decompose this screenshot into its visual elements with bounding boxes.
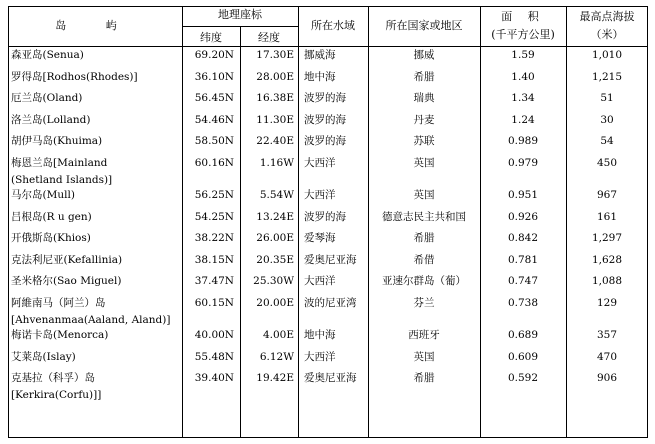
country-name: 英国 [413, 157, 435, 169]
country-name: 希腊 [413, 372, 435, 385]
country-name: 英国 [413, 350, 435, 363]
longitude: 26.00E [256, 232, 294, 245]
country-name: 亚速尔群岛（葡） [382, 275, 466, 288]
country-name: 挪威 [413, 49, 435, 61]
peak-elevation: 1,010 [591, 49, 623, 61]
sea-name: 波罗的海 [304, 113, 346, 126]
peak-elevation: 30 [600, 113, 614, 126]
peak-elevation: 967 [596, 189, 618, 201]
island-name: 梅恩兰岛[Mainland [11, 157, 108, 169]
peak-elevation: 906 [596, 372, 618, 385]
sea-name: 大西洋 [304, 189, 336, 201]
longitude: 22.40E [256, 135, 294, 148]
longitude: 13.24E [256, 210, 294, 223]
island-name: 洛兰岛(Lolland) [11, 113, 91, 126]
peak-elevation: 51 [600, 92, 614, 105]
longitude: 6.12W [259, 350, 294, 363]
longitude: 1.16W [259, 157, 294, 169]
area-value: 1.59 [511, 49, 535, 61]
header-area-line2: (千平方公里) [491, 28, 555, 41]
latitude: 54.46N [194, 113, 234, 126]
area-value: 1.40 [511, 70, 535, 83]
peak-elevation: 129 [596, 297, 618, 309]
area-value: 0.781 [507, 253, 539, 266]
column-divider [298, 6, 299, 438]
latitude: 39.40N [194, 372, 234, 385]
header-country: 所在国家或地区 [385, 19, 463, 32]
latitude: 60.16N [194, 157, 234, 169]
area-value: 0.738 [507, 297, 539, 309]
island-name: 罗得岛[Rodhos(Rhodes)] [11, 70, 138, 83]
sea-name: 挪威海 [304, 49, 336, 61]
latitude: 54.25N [194, 210, 234, 223]
peak-elevation: 1,628 [591, 253, 623, 266]
sea-name: 波的尼亚湾 [304, 297, 357, 309]
island-name: 圣米格尔(Sao Miguel) [11, 275, 122, 288]
country-name: 丹麦 [413, 113, 435, 126]
island-name: 开俄斯岛(Khios) [11, 232, 91, 245]
island-name: 克基拉（科孚）岛 [11, 372, 95, 385]
longitude: 4.00E [262, 329, 294, 341]
peak-elevation: 450 [596, 157, 618, 169]
latitude: 56.25N [194, 189, 234, 201]
island-name-continued: (Shetland Islands)] [11, 174, 113, 186]
country-name: 西班牙 [408, 329, 440, 341]
sea-name: 地中海 [304, 70, 336, 83]
header-bottom-border [8, 46, 648, 47]
longitude: 16.38E [256, 92, 294, 105]
country-name: 希腊 [413, 70, 435, 83]
country-name: 希借 [413, 253, 435, 266]
longitude: 20.35E [256, 253, 294, 266]
longitude: 19.42E [256, 372, 294, 385]
header-peak-line2: （米） [590, 28, 624, 41]
peak-elevation: 357 [596, 329, 618, 341]
latitude: 56.45N [194, 92, 234, 105]
country-name: 瑞典 [413, 92, 435, 105]
island-name: 森亚岛(Senua) [11, 49, 84, 61]
latitude: 38.22N [194, 232, 234, 245]
island-name: 吕根岛(R u gen) [11, 210, 92, 223]
area-value: 0.747 [507, 275, 539, 288]
sea-name: 大西洋 [304, 275, 336, 288]
header-sea: 所在水域 [311, 19, 355, 32]
islands-table [8, 6, 648, 438]
country-name: 苏联 [413, 135, 435, 148]
island-name-continued: [Kerkira(Corfu)]] [11, 389, 102, 402]
island-name: 胡伊马岛(Khuima) [11, 135, 103, 148]
area-value: 0.926 [507, 210, 539, 223]
sea-name: 爱奥尼亚海 [304, 372, 357, 385]
country-name: 德意志民主共和国 [382, 210, 466, 223]
country-name: 英国 [413, 189, 435, 201]
sea-name: 大西洋 [304, 157, 336, 169]
header-area-line1: 面 积 [501, 10, 545, 23]
latitude: 37.47N [194, 275, 234, 288]
peak-elevation: 161 [596, 210, 618, 223]
country-name: 芬兰 [413, 297, 435, 309]
island-name: 厄兰岛(Oland) [11, 92, 83, 105]
area-value: 0.689 [507, 329, 539, 341]
sea-name: 大西洋 [304, 350, 336, 363]
sea-name: 地中海 [304, 329, 336, 341]
island-name: 马尔岛(Mull) [11, 189, 75, 201]
latitude: 38.15N [194, 253, 234, 266]
peak-elevation: 1,215 [591, 70, 623, 83]
header-lon: 经度 [258, 31, 280, 44]
island-name: 阿維南马（阿兰）岛 [11, 297, 106, 309]
peak-elevation: 54 [600, 135, 614, 148]
sea-name: 波罗的海 [304, 135, 346, 148]
table-bottom-border [8, 437, 648, 438]
longitude: 11.30E [256, 113, 294, 126]
sea-name: 波罗的海 [304, 92, 346, 105]
latitude: 69.20N [194, 49, 234, 61]
table-left-border [8, 6, 9, 438]
area-value: 0.592 [507, 372, 539, 385]
sea-name: 波罗的海 [304, 210, 346, 223]
island-name: 艾莱岛(Islay) [11, 350, 76, 363]
area-value: 1.24 [511, 113, 535, 126]
area-value: 0.979 [507, 157, 539, 169]
longitude: 20.00E [256, 297, 294, 309]
peak-elevation: 1,088 [591, 275, 623, 288]
header-lat: 纬度 [200, 31, 222, 44]
header-geo: 地理座标 [218, 8, 262, 21]
sea-name: 爱琴海 [304, 232, 336, 245]
peak-elevation: 1,297 [591, 232, 623, 245]
sea-name: 爱奥尼亚海 [304, 253, 357, 266]
area-value: 0.989 [507, 135, 539, 148]
area-value: 1.34 [511, 92, 535, 105]
latitude: 36.10N [194, 70, 234, 83]
header-peak-line1: 最高点海拔 [579, 10, 635, 23]
area-value: 0.609 [507, 350, 539, 363]
longitude: 25.30W [253, 275, 294, 288]
island-name: 克法利尼亚(Kefallinia) [11, 253, 123, 266]
latitude: 55.48N [194, 350, 234, 363]
peak-elevation: 470 [596, 350, 618, 363]
latitude: 60.15N [194, 297, 234, 309]
area-value: 0.951 [507, 189, 539, 201]
island-name-continued: [Ahvenanmaa(Aaland, Aland)] [11, 314, 171, 326]
country-name: 希腊 [413, 232, 435, 245]
longitude: 17.30E [256, 49, 294, 61]
island-name: 梅诺卡岛(Menorca) [11, 329, 109, 341]
area-value: 0.842 [507, 232, 539, 245]
latitude: 40.00N [194, 329, 234, 341]
latitude: 58.50N [194, 135, 234, 148]
longitude: 28.00E [256, 70, 294, 83]
longitude: 5.54W [259, 189, 294, 201]
table-top-border [8, 6, 648, 7]
header-island: 岛 屿 [55, 19, 135, 32]
